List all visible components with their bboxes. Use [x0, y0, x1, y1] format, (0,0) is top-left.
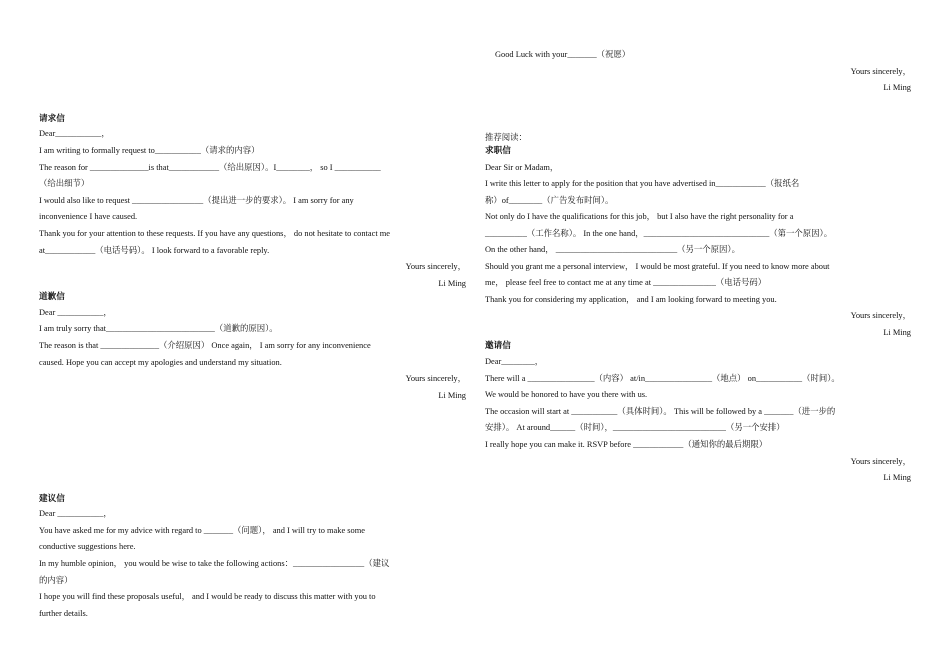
- advice-letter-line: conductive suggestions here.: [39, 542, 136, 551]
- job-letter-closing: Yours sincerely，: [850, 311, 911, 320]
- request-letter-line: I would also like to request _________________（提出进一步的要求）。 I am sorry for any: [39, 196, 354, 205]
- apology-letter-line: I am truly sorry that__________________________（道歉的原因）。: [39, 324, 278, 333]
- apology-letter-closing: Yours sincerely，: [405, 374, 466, 383]
- advice-letter-line: further details.: [39, 609, 88, 618]
- advice-letter-line: Dear ___________，: [39, 509, 112, 518]
- top-signature: Li Ming: [883, 83, 911, 92]
- request-letter-line: Dear___________，: [39, 129, 110, 138]
- job-letter-line: I write this letter to apply for the position that you have advertised in____________（报纸名: [485, 179, 800, 188]
- invitation-letter-title: 邀请信: [485, 341, 511, 351]
- advice-letter-title: 建议信: [39, 494, 65, 504]
- request-letter-line: （给出细节）: [39, 179, 90, 188]
- job-letter-line: Thank you for considering my application， and I am looking forward to meeting you.: [485, 295, 777, 304]
- advice-letter-line: 的内容）: [39, 576, 73, 585]
- apology-letter-line: The reason is that ______________（介绍原因） Once again， I am sorry for any inconvenience: [39, 341, 371, 350]
- advice-letter-line: In my humble opinion， you would be wise to take the following actions：_________________（建议: [39, 559, 390, 568]
- invitation-letter-line: I really hope you can make it. RSVP before ____________（通知你的最后期限）: [485, 440, 768, 449]
- request-letter-line: I am writing to formally request to___________（请求的内容）: [39, 146, 260, 155]
- job-letter-line: Dear Sir or Madam，: [485, 163, 559, 172]
- job-letter-line: On the other hand， _____________________________（另一个原因）。: [485, 245, 740, 254]
- good-luck-line: Good Luck with your_______（祝愿）: [495, 50, 631, 59]
- apology-letter-line: Dear ___________，: [39, 308, 112, 317]
- job-letter-title: 求职信: [485, 146, 511, 156]
- invitation-letter-closing: Yours sincerely，: [850, 457, 911, 466]
- advice-letter-line: I hope you will find these proposals useful， and I would be ready to discuss this matter with you to: [39, 592, 376, 601]
- request-letter-line: The reason for ______________is that____________（给出原因）。I________， so I ___________: [39, 163, 381, 172]
- job-letter-line: __________（工作名称）。 In the one hand，______________________________（第一个原因）。: [485, 229, 833, 238]
- request-letter-title: 请求信: [39, 114, 65, 124]
- job-letter-line: 称）of________（广告发布时间）。: [485, 196, 614, 205]
- apology-letter-title: 道歉信: [39, 292, 65, 302]
- request-letter-closing: Yours sincerely，: [405, 262, 466, 271]
- advice-letter-line: You have asked me for my advice with regard to _______（问题）， and I will try to make some: [39, 526, 365, 535]
- invitation-letter-line: 安排）。 At around______（时间），___________________________（另一个安排）: [485, 423, 785, 432]
- invitation-letter-line: Dear________，: [485, 357, 544, 366]
- top-closing: Yours sincerely，: [850, 67, 911, 76]
- request-letter-line: at____________（电话号码）。 I look forward to a favorable reply.: [39, 246, 270, 255]
- apology-letter-signature: Li Ming: [438, 391, 466, 400]
- invitation-letter-line: We would be honored to have you there with us.: [485, 390, 648, 399]
- job-letter-line: Not only do I have the qualifications for this job， but I also have the right personality for a: [485, 212, 794, 221]
- request-letter-signature: Li Ming: [438, 279, 466, 288]
- job-letter-line: Should you grant me a personal interview， I would be most grateful. If you need to know more about: [485, 262, 830, 271]
- job-letter-signature: Li Ming: [883, 328, 911, 337]
- invitation-letter-line: There will a ________________（内容） at/in________________（地点） on___________（时间）。: [485, 374, 840, 383]
- invitation-letter-line: The occasion will start at ___________（具体时间）。 This will be followed by a _______（进一步的: [485, 407, 836, 416]
- invitation-letter-signature: Li Ming: [883, 473, 911, 482]
- request-letter-line: Thank you for your attention to these requests. If you have any questions， do not hesitate to contact me: [39, 229, 390, 238]
- request-letter-line: inconvenience I have caused.: [39, 212, 138, 221]
- job-letter-line: me， please feel free to contact me at any time at _______________（电话号码）: [485, 278, 767, 287]
- apology-letter-line: caused. Hope you can accept my apologies and understand my situation.: [39, 358, 282, 367]
- recommended-label: 推荐阅读：: [485, 133, 527, 142]
